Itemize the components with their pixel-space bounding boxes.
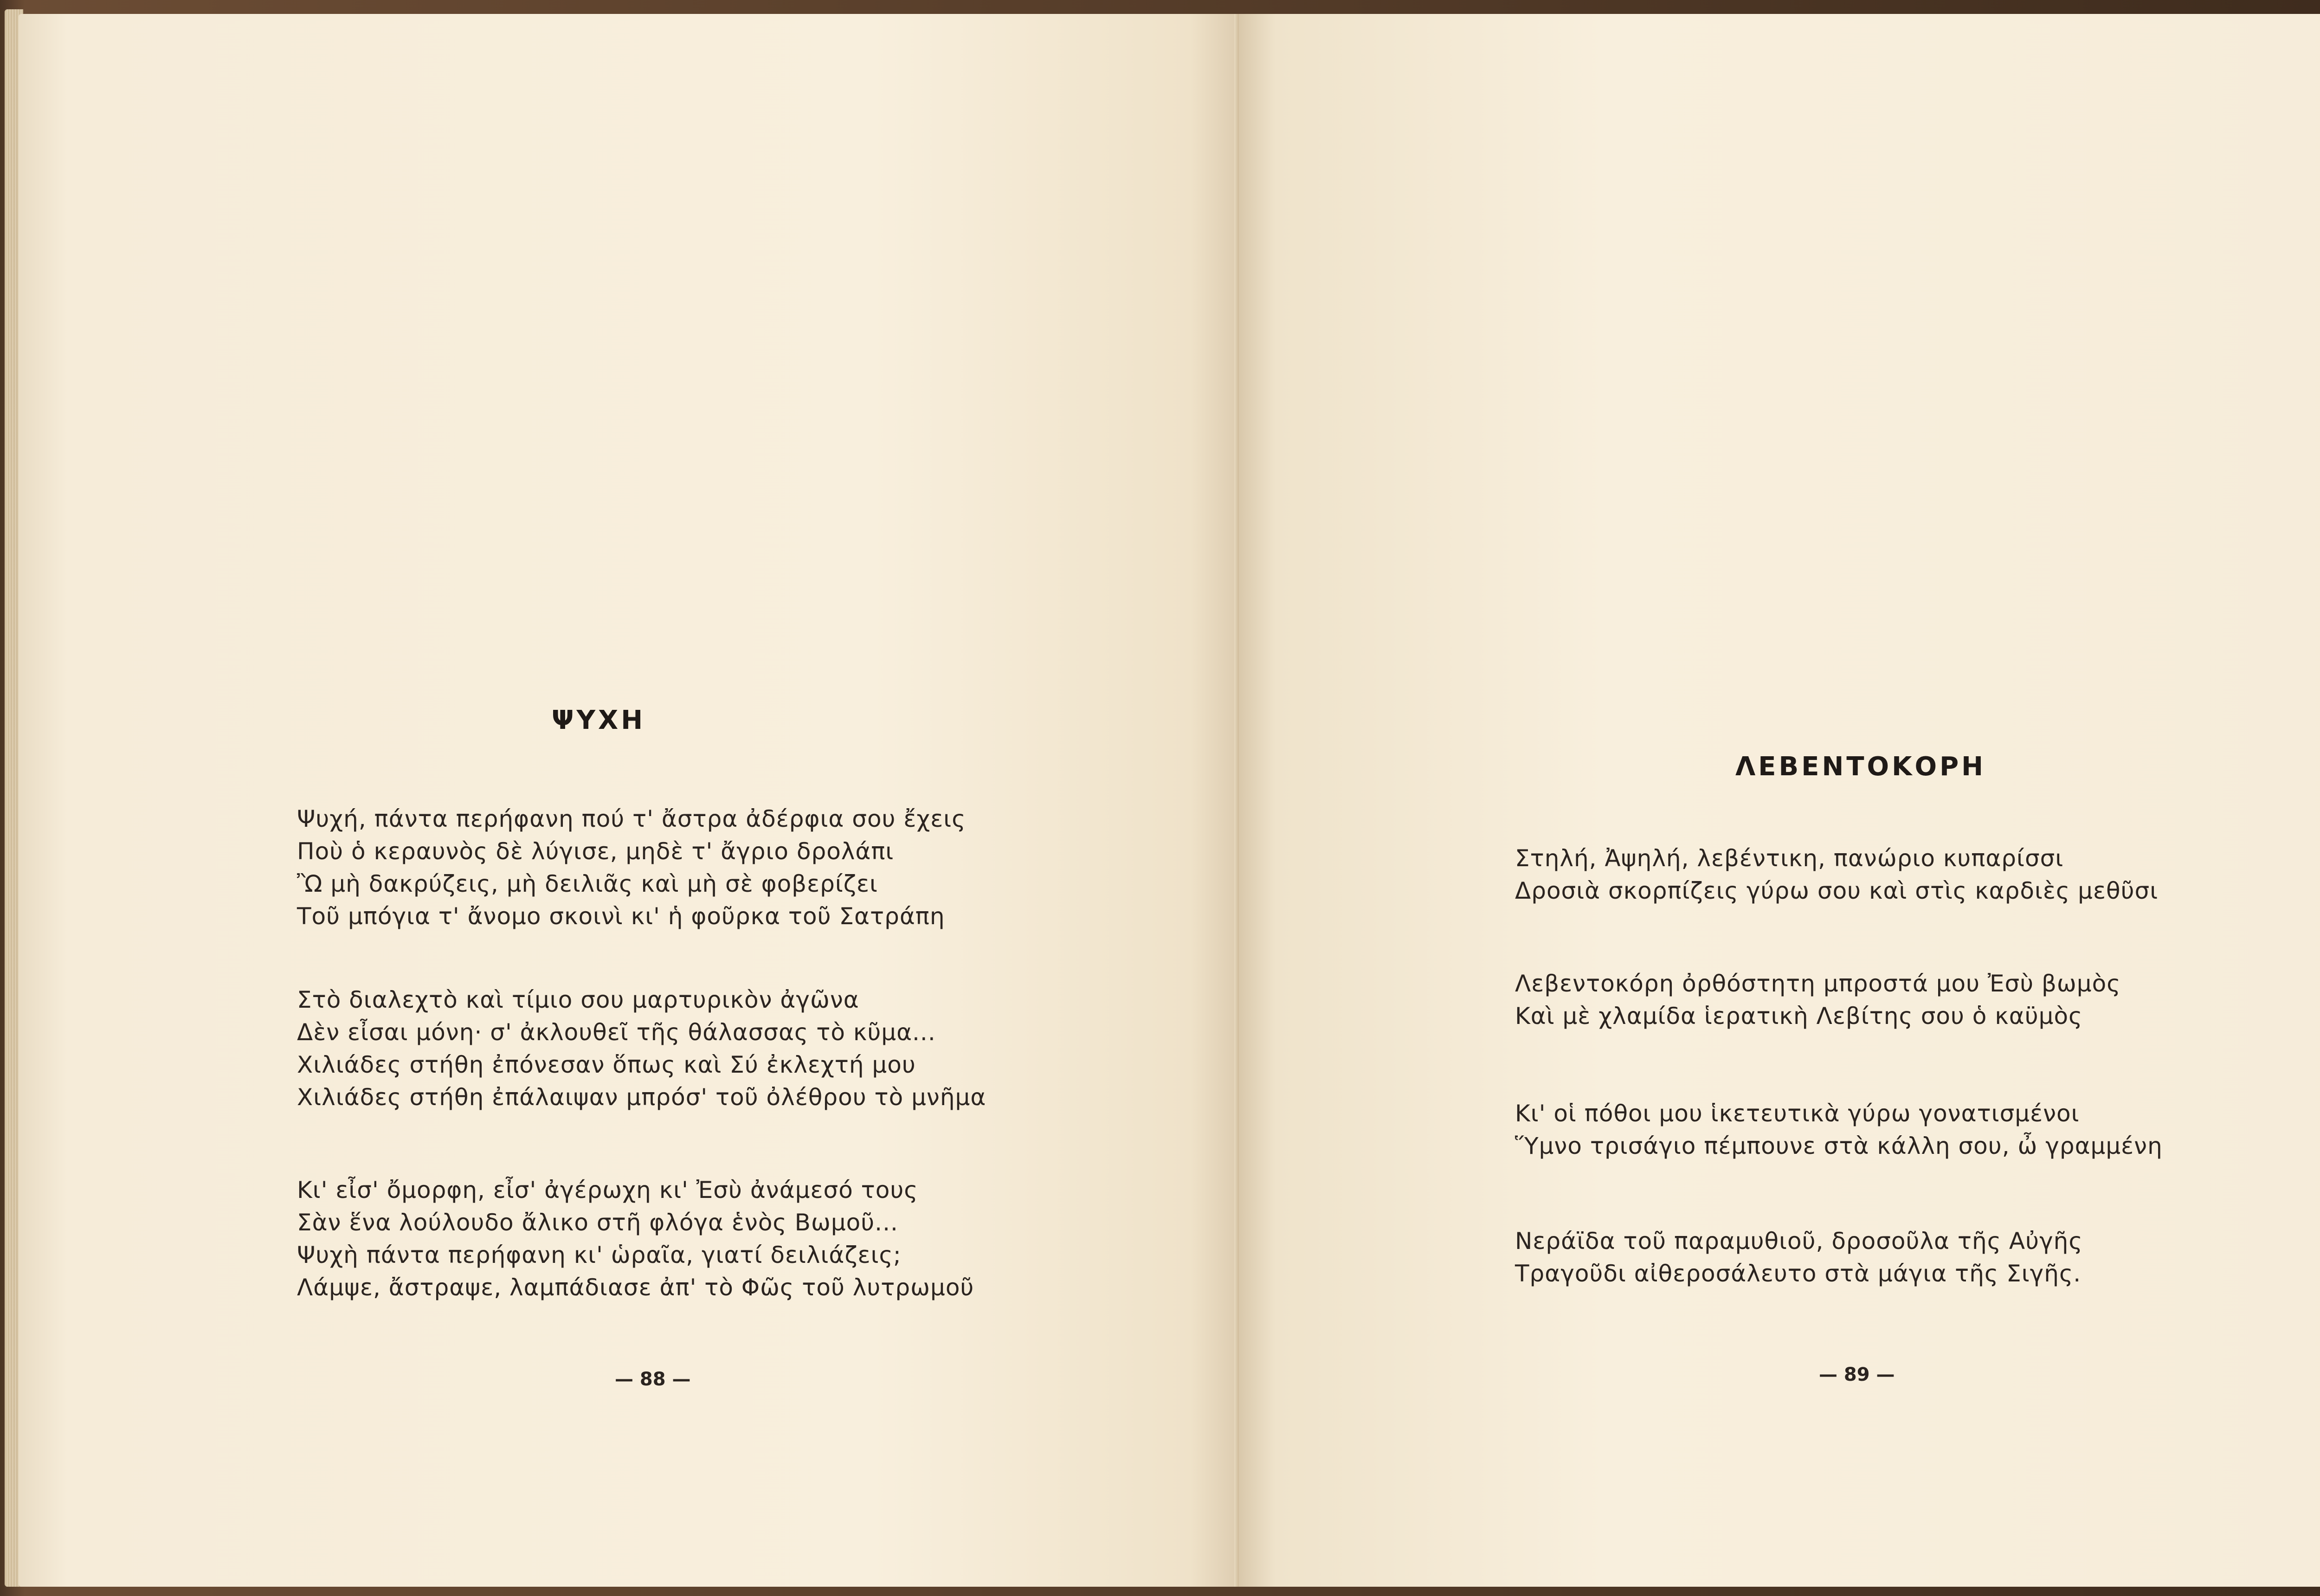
poem-line: Καὶ μὲ χλαμίδα ἱερατικὴ Λεβίτης σου ὁ καϋμὸς <box>1515 1003 2083 1030</box>
left-page-number: — 88 — <box>615 1369 691 1390</box>
poem-line: Στηλή, Ἀψηλή, λεβέντικη, πανώριο κυπαρίσσι <box>1515 845 2064 872</box>
right-stanza-2 <box>1515 967 2121 1032</box>
poem-line: Χιλιάδες στήθη ἐπόνεσαν ὅπως καὶ Σύ ἐκλεχτή μου <box>297 1051 916 1078</box>
right-page <box>1239 14 2320 1587</box>
poem-line: Κι' εἶσ' ὄμορφη, εἶσ' ἀγέρωχη κι' Ἐσὺ ἀνάμεσό τους <box>297 1177 918 1203</box>
poem-line: Λεβεντοκόρη ὀρθόστητη μπροστά μου Ἐσὺ βωμὸς <box>1515 970 2121 997</box>
poem-line: Νεράϊδα τοῦ παραμυθιοῦ, δροσοῦλα τῆς Αὐγῆς <box>1515 1228 2083 1255</box>
poem-line: Ὢ μὴ δακρύζεις, μὴ δειλιᾶς καὶ μὴ σὲ φοβερίζει <box>297 870 878 897</box>
right-page-number: — 89 — <box>1819 1364 1895 1385</box>
poem-line: Λάμψε, ἄστραψε, λαμπάδιασε ἀπ' τὸ Φῶς τοῦ λυτρωμοῦ <box>297 1274 974 1301</box>
poem-line: Χιλιάδες στήθη ἐπάλαιψαν μπρόσ' τοῦ ὀλέθρου τὸ μνῆμα <box>297 1084 986 1111</box>
poem-line: Δὲν εἶσαι μόνη· σ' ἀκλουθεῖ τῆς θάλασσας τὸ κῦμα... <box>297 1019 936 1046</box>
poem-line: Στὸ διαλεχτὸ καὶ τίμιο σου μαρτυρικὸν ἀγῶνα <box>297 986 859 1013</box>
poem-line: Ποὺ ὁ κεραυνὸς δὲ λύγισε, μηδὲ τ' ἄγριο δρολάπι <box>297 838 894 865</box>
poem-line: Ὕμνο τρισάγιο πέμπουνε στὰ κάλλη σου, ὦ γραμμένη <box>1515 1133 2163 1159</box>
left-page <box>19 14 1239 1587</box>
right-stanza-3 <box>1515 1097 2163 1162</box>
left-stanza-1 <box>297 803 966 933</box>
poem-line: Δροσιὰ σκορπίζεις γύρω σου καὶ στὶς καρδιὲς μεθῦσι <box>1515 877 2159 904</box>
left-stanza-3 <box>297 1174 974 1304</box>
poem-line: Τραγοῦδι αἰθεροσάλευτο στὰ μάγια τῆς Σιγῆς. <box>1515 1260 2082 1287</box>
left-stanza-2 <box>297 984 986 1113</box>
poem-line: Τοῦ μπόγια τ' ἄνομο σκοινὶ κι' ἡ φοῦρκα τοῦ Σατράπη <box>297 903 945 930</box>
right-stanza-4 <box>1515 1225 2083 1290</box>
poem-line: Ψυχή, πάντα περήφανη πού τ' ἄστρα ἀδέρφια σου ἔχεις <box>297 805 966 832</box>
poem-line: Σὰν ἕνα λούλουδο ἄλικο στῆ φλόγα ἑνὸς Βωμοῦ... <box>297 1209 898 1236</box>
right-page-title: ΛΕΒΕΝΤΟΚΟΡΗ <box>1735 752 1986 782</box>
poem-line: Ψυχὴ πάντα περήφανη κι' ὡραῖα, γιατί δειλιάζεις; <box>297 1242 902 1268</box>
right-stanza-1 <box>1515 842 2158 907</box>
poem-line: Κι' οἱ πόθοι μου ἱκετευτικὰ γύρω γονατισμένοι <box>1515 1100 2080 1127</box>
left-page-title: ΨΥΧΗ <box>551 705 646 735</box>
